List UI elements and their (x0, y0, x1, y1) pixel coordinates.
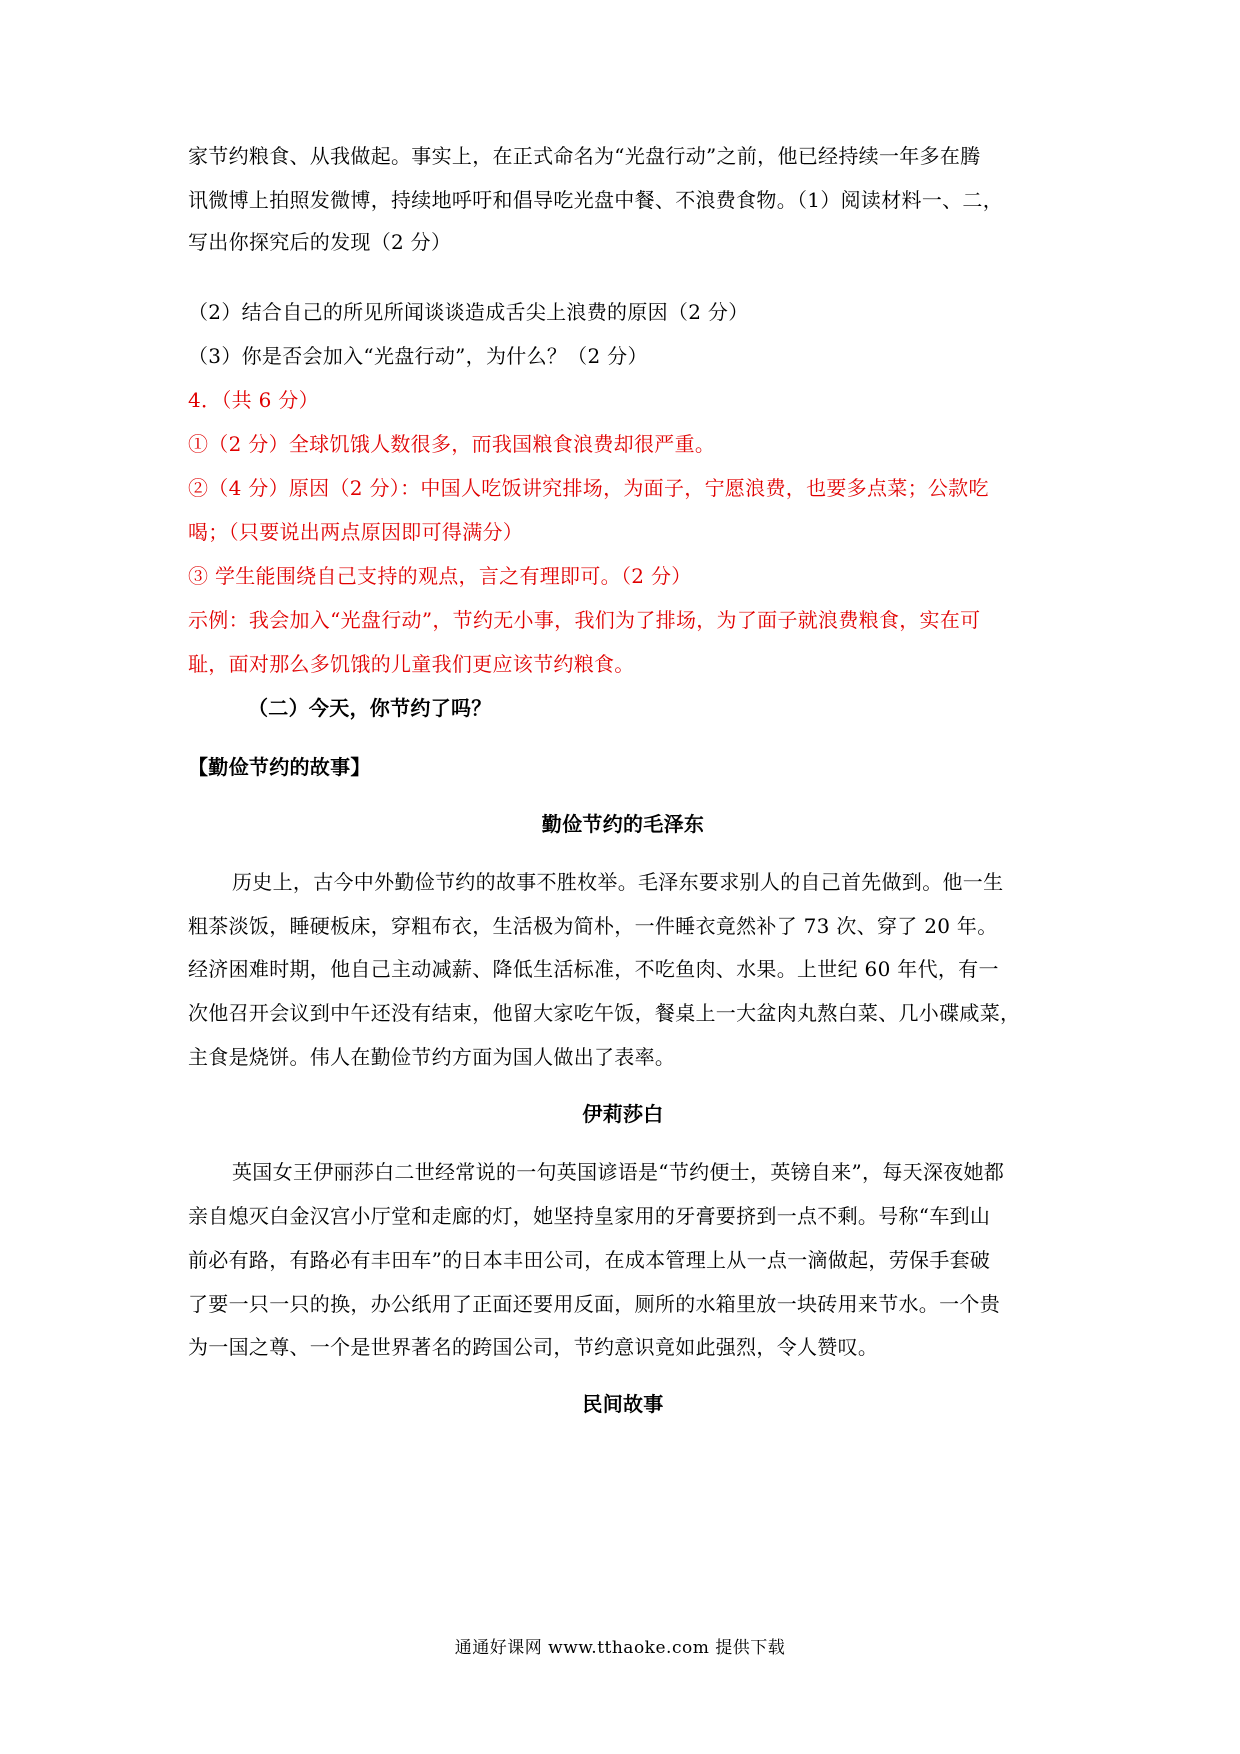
answer-line: ③ 学生能围绕自己支持的观点，言之有理即可。（2 分） (188, 564, 692, 588)
paragraph-line: 前必有路，有路必有丰田车”的日本丰田公司，在成本管理上从一点一滴做起，劳保手套破 (188, 1248, 991, 1272)
story-title: 勤俭节约的毛泽东 (541, 812, 705, 836)
paragraph-line: 经济困难时期，他自己主动减薪、降低生活标准，不吃鱼肉、水果。上世纪 60 年代，有一 (188, 957, 999, 981)
answer-line: 示例：我会加入“光盘行动”，节约无小事，我们为了排场，为了面子就浪费粮食，实在可 (188, 608, 981, 632)
section-title: （二）今天，你节约了吗？ (248, 696, 492, 720)
page-footer: 通通好课网 www.tthaoke.com 提供下载 (454, 1638, 786, 1658)
story-heading: 【勤俭节约的故事】 (188, 755, 371, 779)
question-2: （2）结合自己的所见所闻谈谈造成舌尖上浪费的原因（2 分） (188, 300, 749, 324)
paragraph-line: 主食是烧饼。伟人在勤俭节约方面为国人做出了表率。 (188, 1045, 676, 1069)
answer-line: 喝；（只要说出两点原因即可得满分） (188, 520, 524, 544)
answer-line: ①（2 分）全球饥饿人数很多，而我国粮食浪费却很严重。 (188, 432, 716, 456)
answer-header: 4．（共 6 分） (188, 388, 319, 412)
story-title: 伊莉莎白 (582, 1102, 664, 1126)
paragraph-line: 亲自熄灭白金汉宫小厅堂和走廊的灯，她坚持皇家用的牙膏要挤到一点不剩。号称“车到山 (188, 1204, 991, 1228)
paragraph-line: 英国女王伊丽莎白二世经常说的一句英国谚语是“节约便士，英镑自来”，每天深夜她都 (232, 1160, 1005, 1184)
intro-line: 家节约粮食、从我做起。事实上，在正式命名为“光盘行动”之前，他已经持续一年多在腾 (188, 144, 981, 168)
question-3: （3）你是否会加入“光盘行动”，为什么？（2 分） (188, 344, 648, 368)
paragraph-line: 了要一只一只的换，办公纸用了正面还要用反面，厕所的水箱里放一块砖用来节水。一个贵 (188, 1292, 1000, 1316)
intro-line: 讯微博上拍照发微博，持续地呼吁和倡导吃光盘中餐、不浪费食物。（1）阅读材料一、二， (188, 188, 1004, 212)
story-title: 民间故事 (582, 1392, 664, 1416)
answer-line: 耻，面对那么多饥饿的儿童我们更应该节约粮食。 (188, 652, 635, 676)
paragraph-line: 粗茶淡饭，睡硬板床，穿粗布衣，生活极为简朴，一件睡衣竟然补了 73 次、穿了 20 年。 (188, 914, 998, 938)
paragraph-line: 次他召开会议到中午还没有结束，他留大家吃午饭，餐桌上一大盆肉丸熬白菜、几小碟咸菜， (188, 1001, 1021, 1025)
intro-line: 写出你探究后的发现（2 分） (188, 230, 452, 254)
answer-line: ②（4 分）原因（2 分）：中国人吃饭讲究排场，为面子，宁愿浪费，也要多点菜；公款吃 (188, 476, 989, 500)
paragraph-line: 为一国之尊、一个是世界著名的跨国公司，节约意识竟如此强烈，令人赞叹。 (188, 1335, 879, 1359)
paragraph-line: 历史上，古今中外勤俭节约的故事不胜枚举。毛泽东要求别人的自己首先做到。他一生 (232, 870, 1004, 894)
